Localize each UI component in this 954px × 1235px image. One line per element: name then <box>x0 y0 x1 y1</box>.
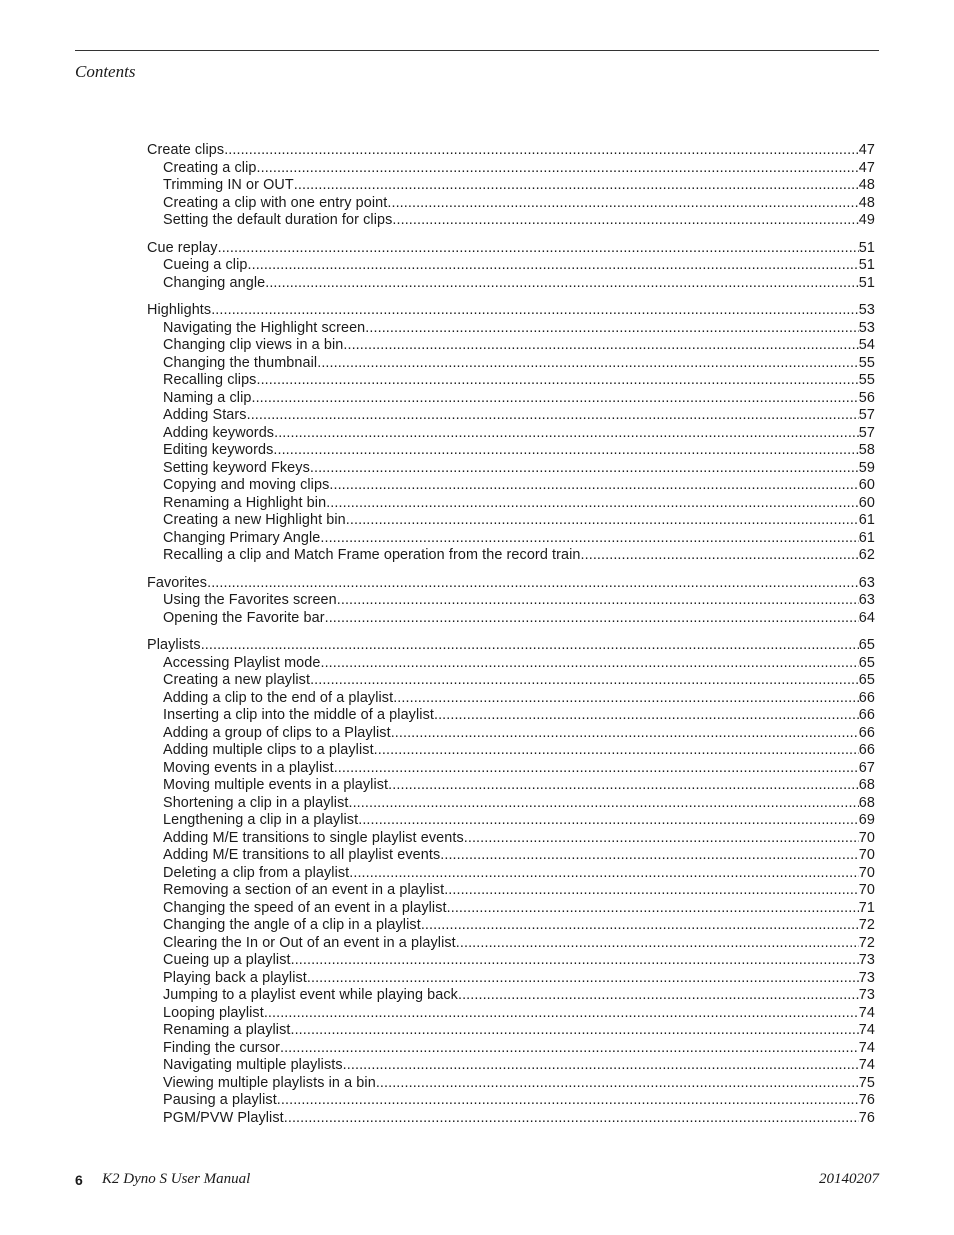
dot-leader <box>421 917 859 935</box>
toc-entry-title: Inserting a clip into the middle of a playlist <box>163 707 434 723</box>
toc-subentry[interactable] <box>147 760 875 778</box>
toc-subentry[interactable] <box>147 777 875 795</box>
toc-entry-title: PGM/PVW Playlist <box>163 1109 284 1126</box>
dot-leader <box>464 830 859 848</box>
toc-subentry[interactable] <box>147 655 875 673</box>
toc-entry-title: Pausing a playlist <box>163 1092 277 1108</box>
toc-subentry[interactable] <box>147 477 875 495</box>
dot-leader <box>329 477 858 495</box>
dot-leader <box>307 970 859 988</box>
dot-leader <box>358 812 859 830</box>
toc-subentry[interactable] <box>147 337 875 355</box>
toc-entry-title: Changing the thumbnail <box>163 354 318 371</box>
dot-leader <box>317 355 859 373</box>
toc-entry-title: Looping playlist <box>163 1004 264 1021</box>
footer-page-number: 6 <box>75 1172 83 1188</box>
toc-subentry[interactable] <box>147 425 875 443</box>
dot-leader <box>581 547 859 565</box>
toc-subentry[interactable] <box>147 812 875 830</box>
toc-subentry[interactable] <box>147 390 875 408</box>
toc-entry-title: Moving multiple events in a playlist <box>163 777 389 793</box>
dot-leader <box>248 257 859 275</box>
toc-entry-title: Navigating the Highlight screen <box>163 319 366 336</box>
toc-entry-title: Setting the default duration for clips <box>163 212 393 228</box>
toc-subentry[interactable] <box>147 795 875 813</box>
toc-page-number: 57 <box>858 407 875 423</box>
dot-leader <box>265 275 859 293</box>
toc-entry-title: Opening the Favorite bar <box>163 609 325 626</box>
dot-leader <box>211 302 859 320</box>
toc-page-number: 53 <box>858 319 875 336</box>
toc-page-number: 60 <box>858 494 875 511</box>
toc-entry-title: Lengthening a clip in a playlist <box>163 812 359 828</box>
toc-entry-title: Changing the angle of a clip in a playlist <box>163 917 421 933</box>
toc-subentry[interactable] <box>147 320 875 338</box>
toc-entry-title: Shortening a clip in a playlist <box>163 794 349 811</box>
toc-subentry[interactable] <box>147 407 875 425</box>
dot-leader <box>392 212 858 230</box>
toc-entry-title: Changing angle <box>163 274 266 291</box>
toc-page-number: 61 <box>858 512 875 528</box>
toc-page-number: 61 <box>858 529 875 546</box>
dot-leader <box>310 460 859 478</box>
toc-page-number: 59 <box>858 459 875 476</box>
toc-section <box>147 142 875 230</box>
dot-leader <box>291 952 859 970</box>
toc-entry-title: Naming a clip <box>163 389 252 406</box>
toc-page-number: 70 <box>858 864 875 881</box>
toc-section <box>147 240 875 293</box>
toc-page-number: 73 <box>858 987 875 1003</box>
toc-page-number: 51 <box>858 257 875 273</box>
dot-leader <box>251 390 858 408</box>
dot-leader <box>456 935 859 953</box>
toc-subentry[interactable] <box>147 160 875 178</box>
toc-page-number: 54 <box>858 337 875 353</box>
dot-leader <box>391 725 859 743</box>
toc-subentry[interactable] <box>147 882 875 900</box>
toc-subentry[interactable] <box>147 1092 875 1110</box>
dot-leader <box>458 987 859 1005</box>
toc-page-number: 64 <box>858 609 875 626</box>
dot-leader <box>207 575 859 593</box>
toc-page-number: 56 <box>858 389 875 406</box>
toc-page-number: 72 <box>858 917 875 933</box>
toc-entry-title: Creating a clip <box>163 159 257 176</box>
toc-subentry[interactable] <box>147 1075 875 1093</box>
dot-leader <box>387 195 858 213</box>
dot-leader <box>247 407 859 425</box>
header-rule <box>75 50 879 51</box>
toc-subentry[interactable] <box>147 495 875 513</box>
toc-subentry[interactable] <box>147 530 875 548</box>
toc-page-number: 65 <box>858 654 875 671</box>
dot-leader <box>264 1005 859 1023</box>
toc-entry-title: Finding the cursor <box>163 1039 280 1056</box>
toc-page-number: 55 <box>858 354 875 371</box>
toc-entry-title: Cueing up a playlist <box>163 952 291 968</box>
toc-entry-title: Creating a clip with one entry point <box>163 194 388 211</box>
toc-subentry[interactable] <box>147 512 875 530</box>
toc-page-number: 48 <box>858 194 875 211</box>
toc-subentry[interactable] <box>147 257 875 275</box>
toc-page-number: 72 <box>858 934 875 951</box>
dot-leader <box>201 637 859 655</box>
toc-page-number: 68 <box>858 794 875 811</box>
toc-section <box>147 575 875 628</box>
toc-subentry[interactable] <box>147 830 875 848</box>
toc-subentry[interactable] <box>147 970 875 988</box>
dot-leader <box>343 337 858 355</box>
toc-page-number: 57 <box>858 424 875 441</box>
toc-subentry[interactable] <box>147 547 875 565</box>
toc-entry-title: Recalling clips <box>163 372 257 388</box>
toc-entry-title: Removing a section of an event in a playlist <box>163 882 445 898</box>
running-header: Contents <box>75 62 136 81</box>
dot-leader <box>376 1075 859 1093</box>
toc-entry-title: Renaming a playlist <box>163 1022 291 1038</box>
toc-page-number: 47 <box>858 142 875 158</box>
dot-leader <box>388 777 859 795</box>
toc-entry-title: Adding a clip to the end of a playlist <box>163 689 394 706</box>
dot-leader <box>290 1022 858 1040</box>
dot-leader <box>346 512 859 530</box>
toc-subentry[interactable] <box>147 1110 875 1128</box>
table-of-contents <box>147 142 875 1137</box>
toc-entry-title: Jumping to a playlist event while playing back <box>163 987 458 1003</box>
toc-entry-title: Adding a group of clips to a Playlist <box>163 724 391 741</box>
dot-leader <box>274 425 859 443</box>
toc-subentry[interactable] <box>147 592 875 610</box>
toc-entry-title: Renaming a Highlight bin <box>163 494 327 511</box>
dot-leader <box>256 372 858 390</box>
toc-subentry[interactable] <box>147 987 875 1005</box>
toc-entry-title: Moving events in a playlist <box>163 759 334 776</box>
dot-leader <box>294 177 859 195</box>
toc-entry-title: Accessing Playlist mode <box>163 654 321 671</box>
dot-leader <box>393 690 859 708</box>
toc-entry-title: Create clips <box>147 142 225 158</box>
toc-subentry[interactable] <box>147 865 875 883</box>
toc-page-number: 74 <box>858 1004 875 1021</box>
dot-leader <box>349 865 859 883</box>
toc-entry-title: Clearing the In or Out of an event in a playlist <box>163 934 456 951</box>
toc-page-number: 74 <box>858 1057 875 1073</box>
toc-page-number: 65 <box>858 637 875 653</box>
toc-entry-title: Favorites <box>147 574 208 591</box>
dot-leader <box>434 707 859 725</box>
toc-entry-title: Adding keywords <box>163 424 275 441</box>
toc-subentry[interactable] <box>147 707 875 725</box>
dot-leader <box>277 1092 859 1110</box>
toc-page-number: 76 <box>858 1109 875 1126</box>
toc-entry-title: Copying and moving clips <box>163 477 330 493</box>
dot-leader <box>310 672 859 690</box>
toc-entry-title: Navigating multiple playlists <box>163 1057 343 1073</box>
toc-entry-title: Recalling a clip and Match Frame operation from the record train <box>163 547 581 563</box>
dot-leader <box>348 795 858 813</box>
toc-page-number: 51 <box>858 239 875 256</box>
dot-leader <box>273 442 858 460</box>
footer-manual-title: K2 Dyno S User Manual <box>102 1171 251 1187</box>
toc-page-number: 70 <box>858 882 875 898</box>
toc-entry-title: Viewing multiple playlists in a bin <box>163 1074 376 1091</box>
dot-leader <box>280 1040 859 1058</box>
toc-subentry[interactable] <box>147 1057 875 1075</box>
toc-entry-title: Cueing a clip <box>163 257 248 273</box>
toc-subentry[interactable] <box>147 177 875 195</box>
dot-leader <box>284 1110 859 1128</box>
footer-date: 20140207 <box>819 1171 879 1187</box>
toc-entry-title: Creating a new playlist <box>163 672 311 688</box>
toc-entry-title: Adding M/E transitions to single playlist events <box>163 829 464 846</box>
toc-section-heading[interactable] <box>147 575 875 593</box>
toc-entry-title: Adding multiple clips to a playlist <box>163 742 374 758</box>
toc-page-number: 71 <box>858 899 875 916</box>
toc-page-number: 73 <box>858 969 875 986</box>
toc-page-number: 53 <box>858 302 875 318</box>
dot-leader <box>337 592 859 610</box>
toc-subentry[interactable] <box>147 917 875 935</box>
toc-page-number: 55 <box>858 372 875 388</box>
toc-subentry[interactable] <box>147 1005 875 1023</box>
toc-page-number: 66 <box>858 707 875 723</box>
dot-leader <box>440 847 859 865</box>
dot-leader <box>444 882 859 900</box>
toc-subentry[interactable] <box>147 442 875 460</box>
toc-entry-title: Trimming IN or OUT <box>163 177 294 193</box>
toc-section <box>147 302 875 565</box>
toc-entry-title: Cue replay <box>147 239 218 256</box>
toc-subentry[interactable] <box>147 952 875 970</box>
toc-page-number: 75 <box>858 1074 875 1091</box>
toc-page-number: 69 <box>858 812 875 828</box>
toc-entry-title: Deleting a clip from a playlist <box>163 864 350 881</box>
toc-page-number: 68 <box>858 777 875 793</box>
toc-section-heading[interactable] <box>147 302 875 320</box>
toc-subentry[interactable] <box>147 725 875 743</box>
toc-entry-title: Highlights <box>147 302 212 318</box>
toc-page-number: 47 <box>858 159 875 176</box>
toc-subentry[interactable] <box>147 900 875 918</box>
toc-page-number: 76 <box>858 1092 875 1108</box>
toc-page-number: 62 <box>858 547 875 563</box>
dot-leader <box>320 530 858 548</box>
toc-entry-title: Changing the speed of an event in a playlist <box>163 899 447 916</box>
toc-subentry[interactable] <box>147 847 875 865</box>
toc-page-number: 74 <box>858 1039 875 1056</box>
toc-page-number: 51 <box>858 274 875 291</box>
toc-page-number: 48 <box>858 177 875 193</box>
toc-entry-title: Changing clip views in a bin <box>163 337 344 353</box>
dot-leader <box>365 320 858 338</box>
toc-page-number: 58 <box>858 442 875 458</box>
dot-leader <box>224 142 859 160</box>
dot-leader <box>320 655 858 673</box>
toc-subentry[interactable] <box>147 690 875 708</box>
toc-page-number: 66 <box>858 689 875 706</box>
toc-entry-title: Playing back a playlist <box>163 969 307 986</box>
toc-subentry[interactable] <box>147 672 875 690</box>
toc-entry-title: Editing keywords <box>163 442 274 458</box>
toc-page-number: 63 <box>858 592 875 608</box>
toc-section-heading[interactable] <box>147 637 875 655</box>
toc-page-number: 63 <box>858 574 875 591</box>
toc-entry-title: Using the Favorites screen <box>163 592 337 608</box>
toc-page-number: 66 <box>858 742 875 758</box>
toc-subentry[interactable] <box>147 610 875 628</box>
toc-entry-title: Creating a new Highlight bin <box>163 512 346 528</box>
toc-entry-title: Adding Stars <box>163 407 247 423</box>
dot-leader <box>257 160 859 178</box>
toc-entry-title: Setting keyword Fkeys <box>163 459 310 476</box>
dot-leader <box>325 610 859 628</box>
dot-leader <box>447 900 859 918</box>
toc-subentry[interactable] <box>147 1040 875 1058</box>
dot-leader <box>218 240 859 258</box>
dot-leader <box>334 760 859 778</box>
toc-entry-title: Adding M/E transitions to all playlist events <box>163 847 441 863</box>
toc-subentry[interactable] <box>147 460 875 478</box>
toc-subentry[interactable] <box>147 742 875 760</box>
toc-subentry[interactable] <box>147 275 875 293</box>
dot-leader <box>343 1057 859 1075</box>
toc-page-number: 74 <box>858 1022 875 1038</box>
toc-page-number: 49 <box>858 212 875 228</box>
toc-subentry[interactable] <box>147 212 875 230</box>
toc-page-number: 73 <box>858 952 875 968</box>
dot-leader <box>326 495 859 513</box>
toc-page-number: 70 <box>858 829 875 846</box>
toc-subentry[interactable] <box>147 372 875 390</box>
toc-entry-title: Playlists <box>147 637 201 653</box>
toc-page-number: 65 <box>858 672 875 688</box>
dot-leader <box>374 742 859 760</box>
toc-subentry[interactable] <box>147 935 875 953</box>
toc-page-number: 70 <box>858 847 875 863</box>
toc-section <box>147 637 875 1127</box>
toc-section-heading[interactable] <box>147 142 875 160</box>
toc-entry-title: Changing Primary Angle <box>163 529 321 546</box>
toc-section-heading[interactable] <box>147 240 875 258</box>
toc-page-number: 60 <box>858 477 875 493</box>
toc-subentry[interactable] <box>147 195 875 213</box>
toc-page-number: 67 <box>858 759 875 776</box>
toc-page-number: 66 <box>858 724 875 741</box>
toc-subentry[interactable] <box>147 1022 875 1040</box>
toc-subentry[interactable] <box>147 355 875 373</box>
